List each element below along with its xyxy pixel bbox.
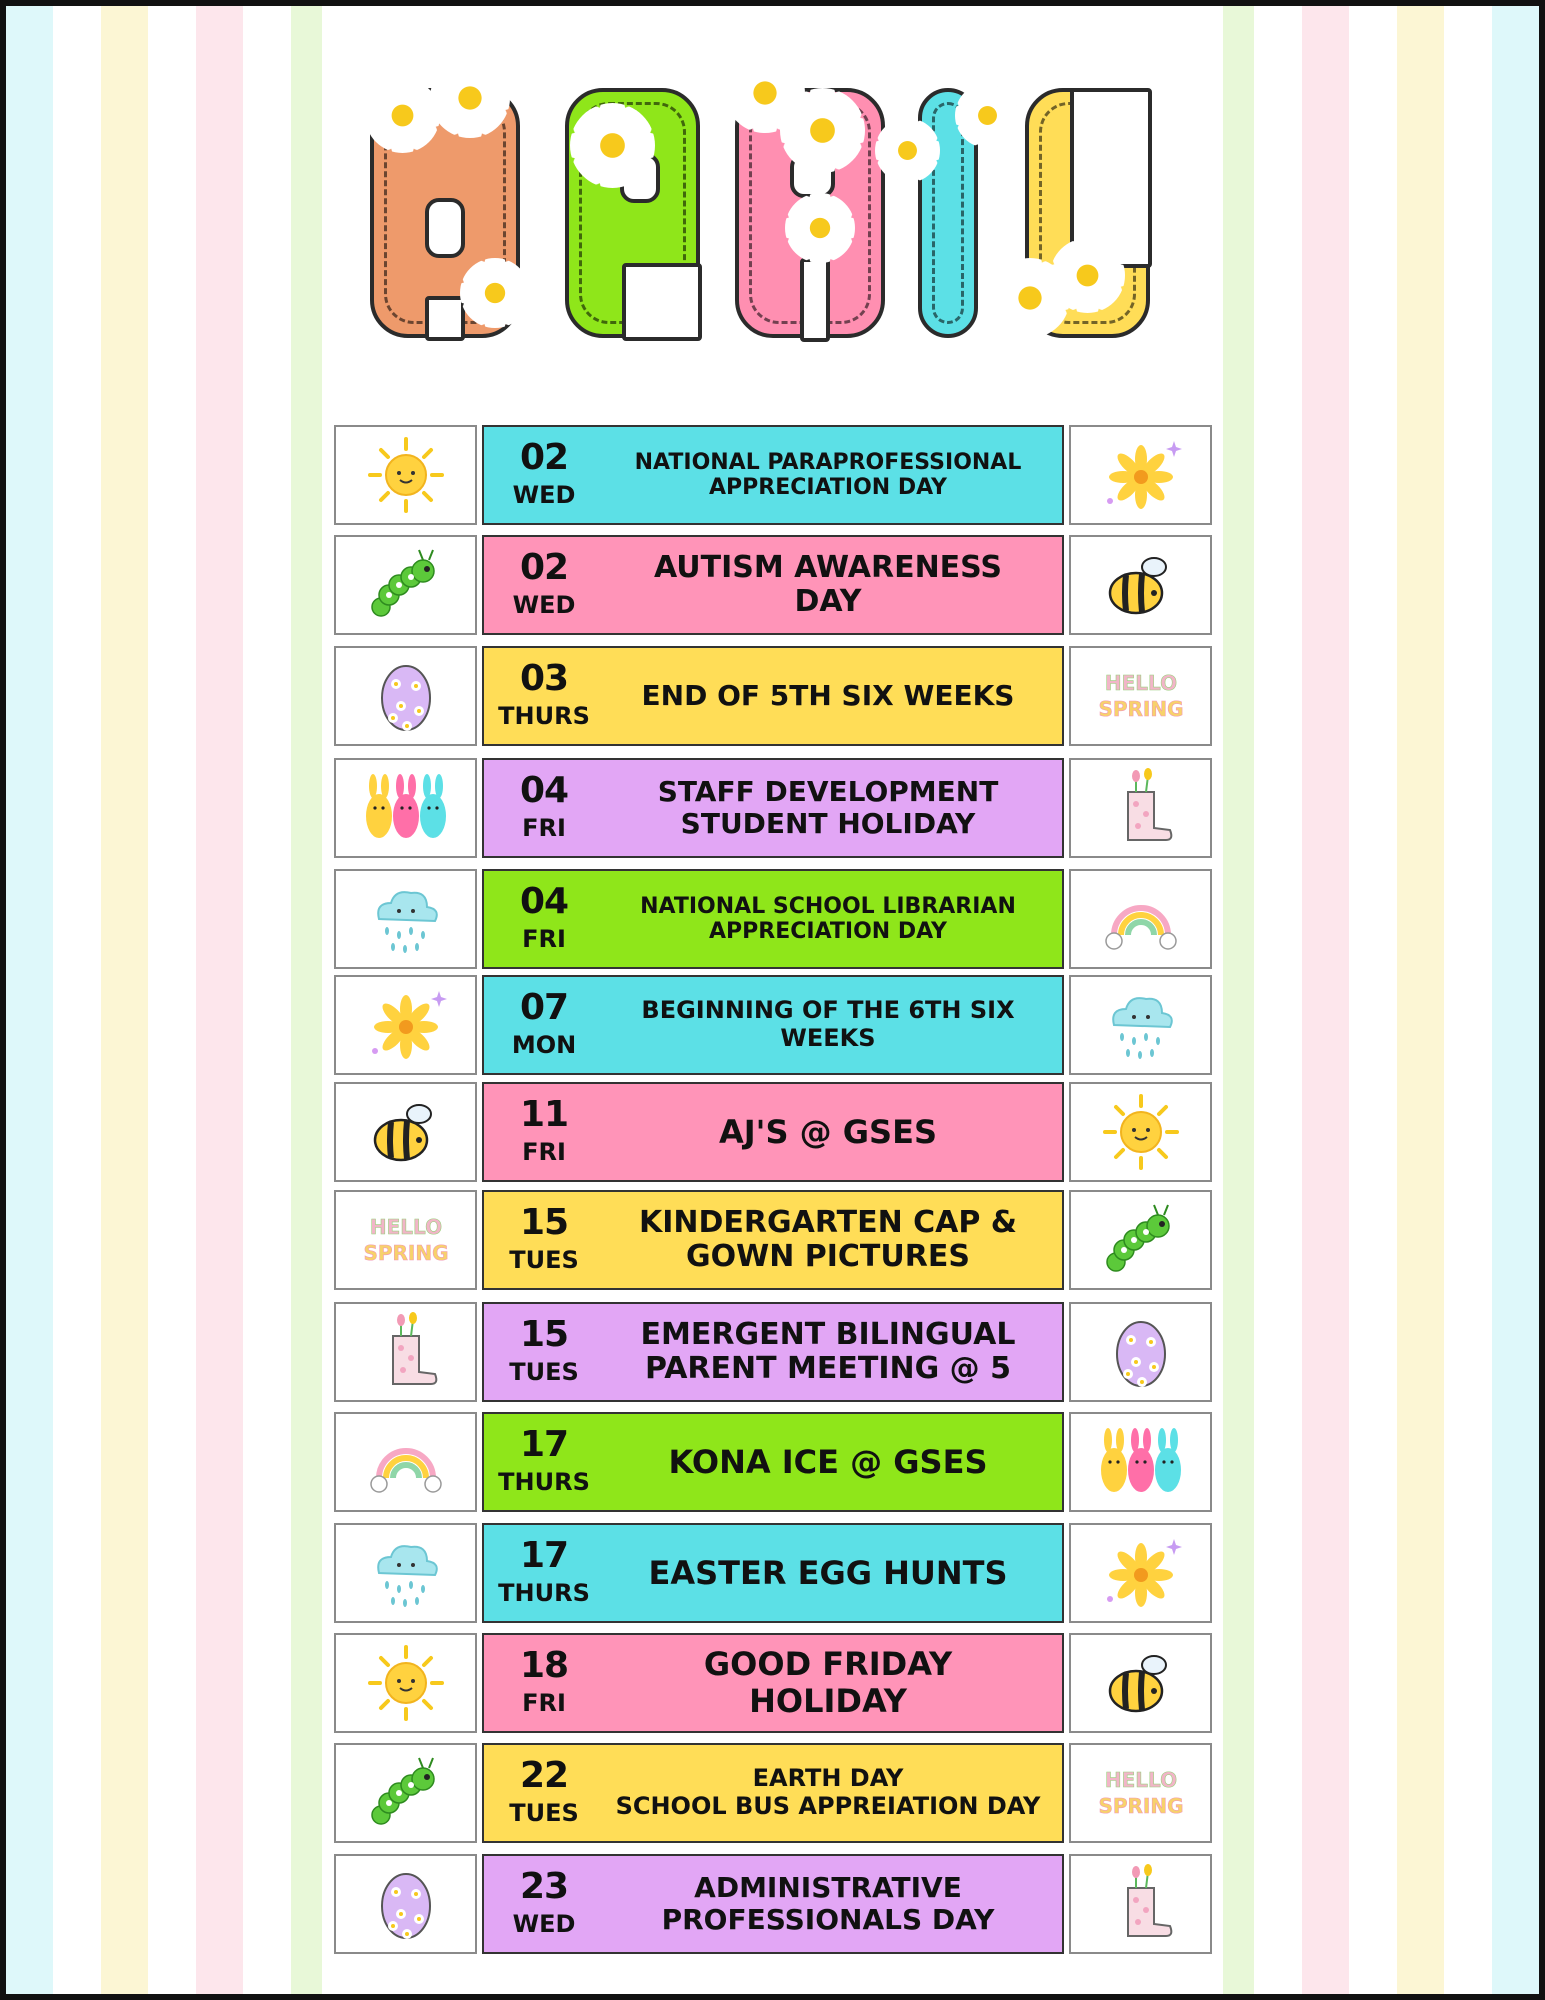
event-weekday: THURS bbox=[498, 1579, 590, 1607]
left-icon-box bbox=[334, 758, 477, 858]
event-band bbox=[482, 1190, 1064, 1290]
daisy-decoration bbox=[785, 193, 855, 263]
event-weekday: THURS bbox=[498, 1468, 590, 1496]
event-title: BEGINNING OF THE 6TH SIX WEEKS bbox=[641, 996, 1015, 1052]
svg-text:HELLO: HELLO bbox=[1104, 671, 1177, 695]
event-band bbox=[482, 1412, 1064, 1512]
event-date bbox=[484, 1635, 604, 1731]
cloud-icon bbox=[361, 879, 451, 959]
left-icon-box bbox=[334, 1190, 477, 1290]
event-day-number: 02 bbox=[519, 437, 569, 478]
event-title: EARTH DAY SCHOOL BUS APPREIATION DAY bbox=[615, 1764, 1041, 1820]
daisy-decoration bbox=[1050, 238, 1125, 313]
event-row bbox=[334, 1082, 1212, 1182]
left-icon-box bbox=[334, 425, 477, 525]
bee-icon bbox=[361, 1092, 451, 1172]
event-row bbox=[334, 1412, 1212, 1512]
letter-cutout bbox=[622, 263, 702, 341]
stripe bbox=[1397, 6, 1444, 1994]
event-weekday: TUES bbox=[509, 1799, 579, 1827]
stripe bbox=[6, 6, 53, 1994]
month-title bbox=[370, 48, 1180, 348]
event-title: AUTISM AWARENESS DAY bbox=[653, 549, 1003, 619]
event-day-number: 17 bbox=[519, 1424, 569, 1465]
cloud-icon bbox=[361, 1533, 451, 1613]
event-day-number: 15 bbox=[519, 1314, 569, 1355]
event-row bbox=[334, 975, 1212, 1075]
hello-spring-icon bbox=[1096, 656, 1186, 736]
bunnies-icon bbox=[361, 768, 451, 848]
event-title: ADMINISTRATIVE PROFESSIONALS DAY bbox=[661, 1870, 995, 1936]
stripe bbox=[196, 6, 243, 1994]
cloud-icon bbox=[1096, 985, 1186, 1065]
event-weekday: FRI bbox=[522, 1689, 566, 1717]
daisy-decoration bbox=[570, 103, 655, 188]
rainbow-icon bbox=[361, 1422, 451, 1502]
hello-spring-icon bbox=[1096, 1753, 1186, 1833]
left-icon-box bbox=[334, 1633, 477, 1733]
event-band bbox=[482, 646, 1064, 746]
caterpillar-icon bbox=[1096, 1200, 1186, 1280]
event-weekday: MON bbox=[511, 1031, 577, 1059]
daisy-decoration bbox=[365, 78, 440, 153]
event-title: KINDERGARTEN CAP & GOWN PICTURES bbox=[639, 1204, 1017, 1274]
caterpillar-icon bbox=[361, 545, 451, 625]
event-band bbox=[482, 1523, 1064, 1623]
event-day-number: 02 bbox=[519, 547, 569, 588]
right-icon-box bbox=[1069, 1854, 1212, 1954]
event-date bbox=[484, 1304, 604, 1400]
event-date bbox=[484, 648, 604, 744]
event-date bbox=[484, 760, 604, 856]
left-icon-box bbox=[334, 1743, 477, 1843]
event-weekday: FRI bbox=[522, 925, 566, 953]
easter-egg-icon bbox=[361, 1864, 451, 1944]
event-title: END OF 5TH SIX WEEKS bbox=[641, 678, 1015, 712]
right-icon-box bbox=[1069, 1302, 1212, 1402]
right-icon-box bbox=[1069, 758, 1212, 858]
event-row bbox=[334, 758, 1212, 858]
event-weekday: WED bbox=[512, 1910, 576, 1938]
event-row bbox=[334, 1743, 1212, 1843]
left-icon-box bbox=[334, 535, 477, 635]
sun-icon bbox=[361, 1643, 451, 1723]
daisy-decoration bbox=[460, 258, 530, 328]
event-row bbox=[334, 1190, 1212, 1290]
right-icon-box bbox=[1069, 1190, 1212, 1290]
stripe bbox=[1492, 6, 1539, 1994]
event-row bbox=[334, 425, 1212, 525]
sun-icon bbox=[361, 435, 451, 515]
right-icon-box bbox=[1069, 1743, 1212, 1843]
flower-icon bbox=[1096, 1533, 1186, 1613]
event-day-number: 07 bbox=[519, 987, 569, 1028]
event-date bbox=[484, 537, 604, 633]
event-date bbox=[484, 977, 604, 1073]
stripe bbox=[1302, 6, 1349, 1994]
right-icon-box bbox=[1069, 975, 1212, 1075]
svg-text:SPRING: SPRING bbox=[1097, 1794, 1184, 1818]
event-band bbox=[482, 1743, 1064, 1843]
daisy-decoration bbox=[955, 83, 1020, 148]
right-icon-box bbox=[1069, 1082, 1212, 1182]
daisy-decoration bbox=[875, 118, 940, 183]
event-day-number: 03 bbox=[519, 658, 569, 699]
svg-text:SPRING: SPRING bbox=[1097, 697, 1184, 721]
left-icon-box bbox=[334, 1523, 477, 1623]
event-title: EASTER EGG HUNTS bbox=[648, 1553, 1008, 1592]
event-row bbox=[334, 869, 1212, 969]
easter-egg-icon bbox=[1096, 1312, 1186, 1392]
event-band bbox=[482, 1854, 1064, 1954]
bee-icon bbox=[1096, 545, 1186, 625]
event-row bbox=[334, 535, 1212, 635]
rainbow-icon bbox=[1096, 879, 1186, 959]
easter-egg-icon bbox=[361, 656, 451, 736]
event-row bbox=[334, 1523, 1212, 1623]
left-icon-box bbox=[334, 646, 477, 746]
event-day-number: 22 bbox=[519, 1755, 569, 1796]
event-title: EMERGENT BILINGUAL PARENT MEETING @ 5 bbox=[640, 1316, 1016, 1386]
right-icon-box bbox=[1069, 1523, 1212, 1623]
right-icon-box bbox=[1069, 1633, 1212, 1733]
event-date bbox=[484, 1525, 604, 1621]
event-weekday: TUES bbox=[509, 1358, 579, 1386]
event-day-number: 04 bbox=[519, 881, 569, 922]
event-day-number: 15 bbox=[519, 1202, 569, 1243]
event-weekday: WED bbox=[512, 591, 576, 619]
boot-icon bbox=[1096, 768, 1186, 848]
event-weekday: TUES bbox=[509, 1246, 579, 1274]
event-title: NATIONAL SCHOOL LIBRARIAN APPRECIATION DAY bbox=[640, 893, 1016, 944]
right-icon-box bbox=[1069, 1412, 1212, 1512]
event-band bbox=[482, 975, 1064, 1075]
event-band bbox=[482, 425, 1064, 525]
event-band bbox=[482, 1633, 1064, 1733]
event-day-number: 11 bbox=[519, 1094, 569, 1135]
event-date bbox=[484, 1745, 604, 1841]
event-weekday: WED bbox=[512, 481, 576, 509]
event-day-number: 04 bbox=[519, 770, 569, 811]
left-icon-box bbox=[334, 975, 477, 1075]
sun-icon bbox=[1096, 1092, 1186, 1172]
event-row bbox=[334, 1302, 1212, 1402]
letter-cutout bbox=[425, 296, 465, 341]
letter-cutout bbox=[425, 198, 465, 258]
bunnies-icon bbox=[1096, 1422, 1186, 1502]
event-day-number: 23 bbox=[519, 1866, 569, 1907]
event-row bbox=[334, 1633, 1212, 1733]
left-icon-box bbox=[334, 869, 477, 969]
event-title: KONA ICE @ GSES bbox=[668, 1442, 988, 1481]
left-icon-box bbox=[334, 1412, 477, 1512]
event-date bbox=[484, 1856, 604, 1952]
left-icon-box bbox=[334, 1854, 477, 1954]
event-band bbox=[482, 758, 1064, 858]
event-date bbox=[484, 871, 604, 967]
flower-icon bbox=[1096, 435, 1186, 515]
svg-text:HELLO: HELLO bbox=[369, 1215, 442, 1239]
stripe bbox=[101, 6, 148, 1994]
left-icon-box bbox=[334, 1302, 477, 1402]
event-title: NATIONAL PARAPROFESSIONAL APPRECIATION DAY bbox=[634, 449, 1022, 500]
event-band bbox=[482, 869, 1064, 969]
daisy-decoration bbox=[430, 58, 510, 138]
event-title: GOOD FRIDAY HOLIDAY bbox=[703, 1645, 953, 1720]
flower-icon bbox=[361, 985, 451, 1065]
event-date bbox=[484, 1192, 604, 1288]
event-band bbox=[482, 1082, 1064, 1182]
right-icon-box bbox=[1069, 869, 1212, 969]
right-icon-box bbox=[1069, 646, 1212, 746]
event-day-number: 17 bbox=[519, 1535, 569, 1576]
event-row bbox=[334, 1854, 1212, 1954]
event-date bbox=[484, 1414, 604, 1510]
event-date bbox=[484, 427, 604, 523]
caterpillar-icon bbox=[361, 1753, 451, 1833]
svg-text:HELLO: HELLO bbox=[1104, 1768, 1177, 1792]
event-day-number: 18 bbox=[519, 1645, 569, 1686]
event-weekday: THURS bbox=[498, 702, 590, 730]
event-title: STAFF DEVELOPMENT STUDENT HOLIDAY bbox=[657, 774, 999, 840]
event-band bbox=[482, 535, 1064, 635]
boot-icon bbox=[361, 1312, 451, 1392]
bee-icon bbox=[1096, 1643, 1186, 1723]
boot-icon bbox=[1096, 1864, 1186, 1944]
event-row bbox=[334, 646, 1212, 746]
svg-text:SPRING: SPRING bbox=[362, 1241, 449, 1265]
event-title: AJ'S @ GSES bbox=[718, 1112, 937, 1151]
letter-cutout bbox=[800, 258, 830, 342]
event-date bbox=[484, 1084, 604, 1180]
event-weekday: FRI bbox=[522, 1138, 566, 1166]
daisy-decoration bbox=[780, 88, 865, 173]
hello-spring-icon bbox=[361, 1200, 451, 1280]
right-icon-box bbox=[1069, 535, 1212, 635]
event-weekday: FRI bbox=[522, 814, 566, 842]
event-band bbox=[482, 1302, 1064, 1402]
right-icon-box bbox=[1069, 425, 1212, 525]
left-icon-box bbox=[334, 1082, 477, 1182]
